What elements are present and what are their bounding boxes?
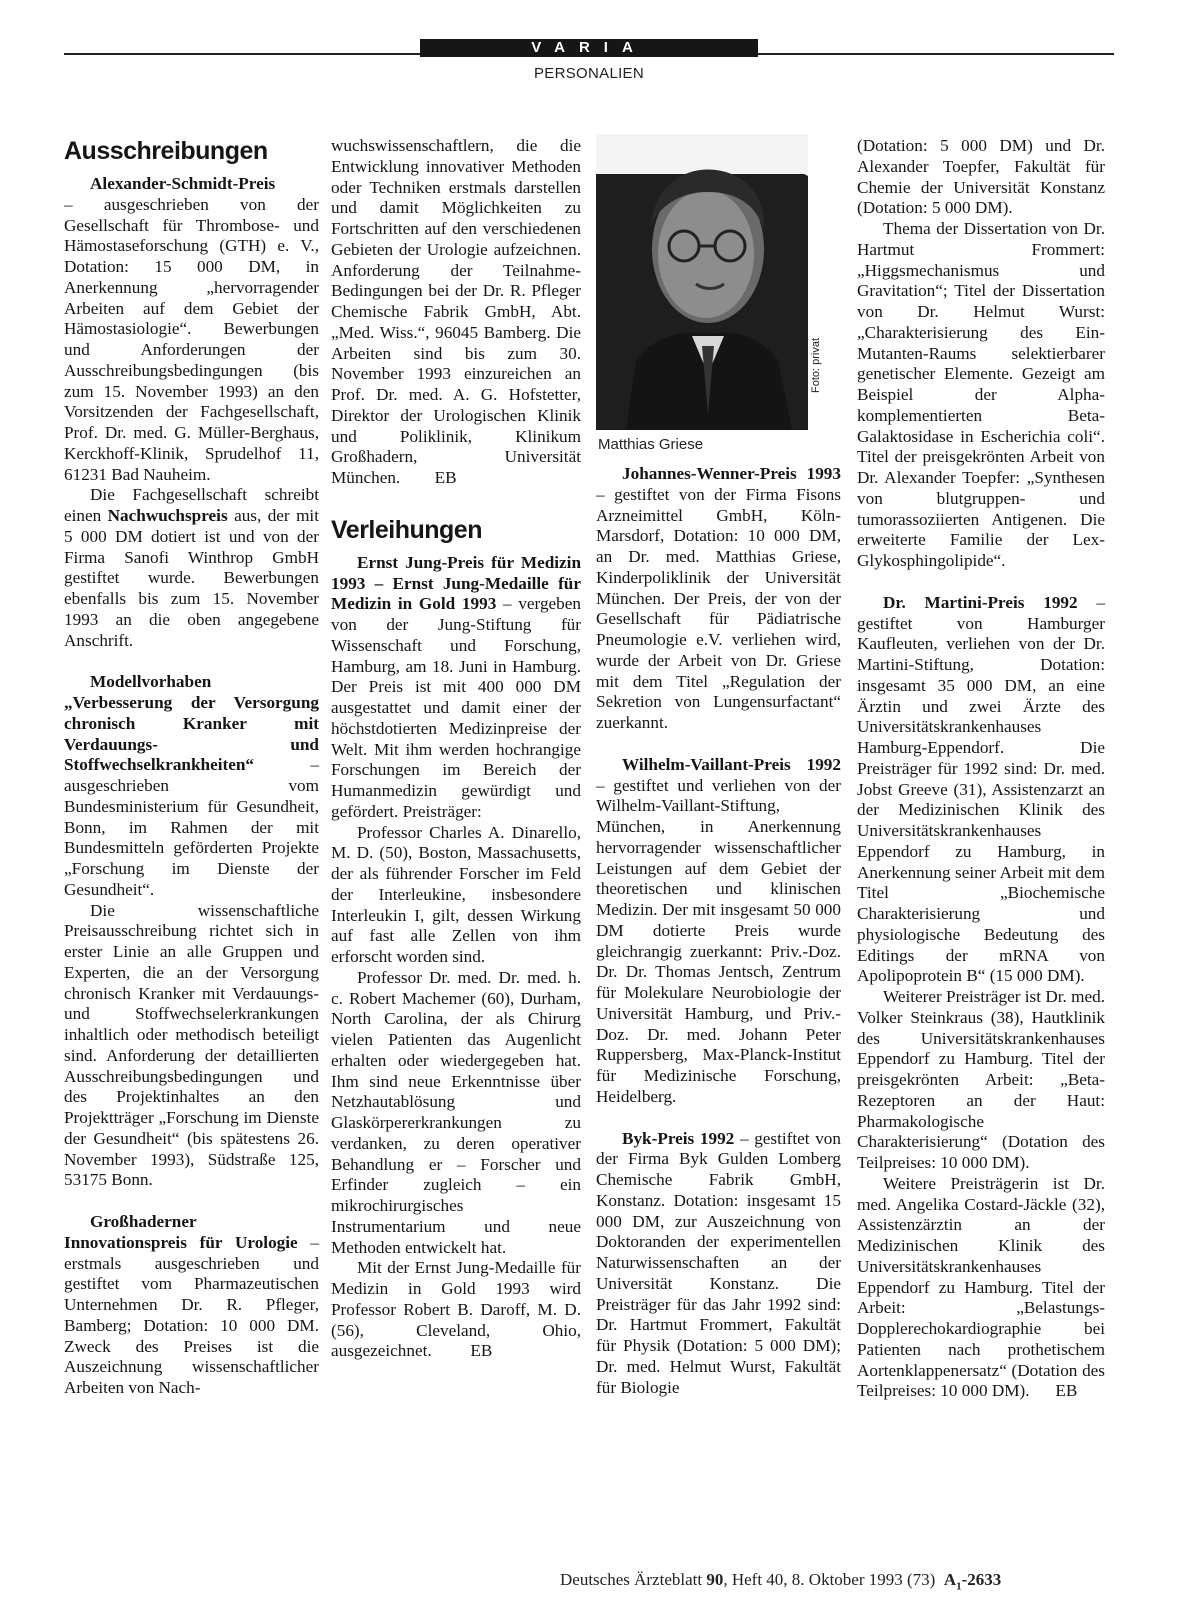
article-title: Ernst Jung-Preis für Medizin 1993 – Ernst Jung-Medaille für Medizin in Gold 1993 [331, 552, 581, 614]
heading-ausschreibungen: Ausschreibungen [64, 137, 268, 165]
article-paragraph: Weiterer Preisträger ist Dr. med. Volker Steinkraus (38), Hautklinik des Universitätskrankenhauses Eppendorf zu Hamburg. Titel der preisgekrönten Arbeit: „Beta-Rezeptoren an der Haut: Pharmakologische Charakterisierung“ (Dotation des Teilpreises: 10 000 DM). [857, 987, 1105, 1172]
column-4 [857, 136, 1105, 1402]
article-schmidt-preis [64, 174, 319, 485]
article-title: Alexander-Schmidt-Preis [90, 174, 276, 193]
article-text: wuchswissenschaftlern, die die Entwicklung innovativer Methoden oder Techniken erstmals darstellen und damit Möglichkeiten zu Fortschritten auf den verschiedenen Gebieten der Urologie aufzeichnen. Anforderung der Teilnahme-Bedingungen bei der Dr. R. Pfleger Chemische Fabrik GmbH, Abt. „Med. Wiss.“, 96045 Bamberg. Die Arbeiten sind bis zum 30. November 1993 einzureichen an Prof. Dr. med. A. G. Hofstetter, Direktor der Urologischen Klinik und Poliklinik, Klinikum Großhadern, Universität München. [331, 136, 581, 487]
page-subscript: 1 [956, 1580, 962, 1593]
article-title: Wilhelm-Vaillant-Preis 1992 [622, 754, 841, 774]
article-body: – gestiftet von der Firma Fisons Arzneimittel GmbH, Köln-Marsdorf, Dotation: 10 000 DM, an Dr. med. Matthias Griese, Kinderpoliklinik der Universität München. Der Preis, der von der Gesellschaft für Pädiatrische Pneumologie e.V. verliehen wird, wurde der Arbeit von Dr. Griese mit dem Titel „Regulation der Sekretion von Lungensurfactant“ zuerkannt. [596, 484, 841, 732]
article-paragraph: Thema der Dissertation von Dr. Hartmut Frommert: „Higgsmechanismus und Gravitation“; Titel der Dissertation von Dr. Helmut Wurst: „Charakterisierung des Ein-Mutanten-Raums selektierbarer genetischer Elemente. Gezeigt am Beispiel der Alpha-komplementierten Beta-Galaktosidase in Escherichia coli“. Titel der preisgekrönten Arbeit von Dr. Alexander Toepfer: „Synthesen von blutgruppen- und tumorassoziierten Antigenen. Die erweiterte Familie der Lex-Glykosphingolipide“. [857, 219, 1105, 570]
column-2 [331, 136, 581, 1362]
header-rule-right [756, 53, 1114, 55]
article-paragraph [857, 1174, 1105, 1402]
article-vaillant-preis [596, 755, 841, 1108]
page-prefix: A [943, 1570, 957, 1589]
article-modellvorhaben-details: Die wissenschaftliche Preisausschreibung richtet sich in erster Linie an alle Gruppen und Experten, die an der Versorgung chronisch Kranker mit Verdauungs- und Stoffwechselerkrankungen inhaltlich oder methodisch beteiligt sind. Anforderung der detaillierten Ausschreibungsbedingungen und des Projektinhaltes an den Projektträger „Forschung im Dienste der Gesundheit“ (bis spätestens 26. November 1993), Südstraße 125, 53175 Bonn. [64, 900, 319, 1190]
article-body: – gestiftet und verliehen von der Wilhelm-Vaillant-Stiftung, München, in Anerkennung hervorragender wissenschaftlicher Leistungen auf dem Gebiet der theoretischen und klinischen Medizin. Der mit insgesamt 50 000 DM dotierte Preis wurde gleichrangig zuerkannt: Priv.-Doz. Dr. Dr. Thomas Jentsch, Zentrum für Molekulare Neurobiologie der Universität Hamburg, und Priv.-Doz. Dr. med. Johann Peter Ruppersberg, Max-Planck-Institut für Medizinische Forschung, Heidelberg. [596, 775, 841, 1106]
article-innovationspreis-cont [331, 136, 581, 489]
article-body: – gestiftet von Hamburger Kaufleuten, verliehen von der Dr. Martini-Stiftung, Dotation: insgesamt 35 000 DM, an eine Ärztin und zwei Ärzte des Universitätskrankenhauses Hamburg-Eppendorf. Die Preisträger für 1992 sind: Dr. med. Jobst Greeve (31), Assistenzarzt an der Medizinischen Klinik des Universitätskrankenhauses Eppendorf zu Hamburg, in Anerkennung seiner Arbeit mit dem Titel „Biochemische Charakterisierung und physiologische Bedeutung des Editings der mRNA von Apolipoprotein B“ (15 000 DM). [857, 592, 1106, 986]
article-modellvorhaben [64, 672, 319, 900]
portrait-image [596, 134, 808, 430]
article-text: Weitere Preisträgerin ist Dr. med. Angelika Costard-Jäckle (32), Assistenzärztin an der Medizinischen Klinik des Universitätskrankenhauses Eppendorf zu Hamburg. Titel der Arbeit: „Belastungs-Dopplerechokardiographie bei Patienten nach prothetischem Aortenklappenersatz“ (Dotation des Teilpreises: 10 000 DM). [857, 1173, 1105, 1401]
author-signature: EB [1055, 1381, 1078, 1401]
page-number [943, 1570, 1002, 1593]
article-text: aus, der mit 5 000 DM dotiert ist und von der Firma Sanofi Winthrop GmbH gestiftet wurde. Bewerbungen ebenfalls bis zum 15. November 1993 an die oben angegebene Anschrift. [64, 506, 319, 650]
article-byk-preis [596, 1129, 841, 1399]
issue-date: , Heft 40, 8. Oktober 1993 (73) [723, 1570, 936, 1589]
article-paragraph: Professor Charles A. Dinarello, M. D. (50), Boston, Massachusetts, der als führender Forscher im Feld der Interleukine, insbesondere Interleukin I, gilt, dessen Wirkung auf fast alle Zellen von ihm erforscht worden sind. [331, 822, 581, 966]
photo-caption: Matthias Griese [598, 436, 704, 453]
article-innovationspreis [64, 1212, 319, 1399]
article-body: – vergeben von der Jung-Stiftung für Wissenschaft und Forschung, Hamburg, am 18. Juni in Hamburg. Der Preis ist mit 400 000 DM ausgestattet und damit einer der höchstdotierten Medizinpreise der Welt. Mit ihm werden hochrangige Forschungen im Bereich der Humanmedizin gewürdigt und gefördert. Preisträger: [331, 594, 581, 821]
header-rule-left [64, 53, 422, 55]
article-paragraph [331, 1258, 581, 1362]
author-signature: EB [470, 1341, 493, 1361]
heading-verleihungen: Verleihungen [331, 515, 482, 544]
subsection-label: PERSONALIEN [534, 65, 644, 82]
article-paragraph: Professor Dr. med. Dr. med. h. c. Robert Machemer (60), Durham, North Carolina, der als Chirurg vielen Patienten das Augenlicht erhalten oder wiedergegeben hat. Ihm sind neue Erkenntnisse über Netzhautablösung und Glaskörpererkrankungen zu verdanken, zu deren operativer Behandlung er – Forscher und Erfinder zugleich – ein mikrochirurgisches Instrumentarium und neue Methoden entwickelt hat. [331, 967, 581, 1257]
article-martini-preis [857, 593, 1105, 987]
article-wenner-preis [596, 464, 841, 734]
journal-name: Deutsches Ärzteblatt [560, 1570, 707, 1589]
page-footer [560, 1570, 1120, 1592]
article-title: Modellvorhaben „Verbesserung der Versorgung chronisch Kranker mit Verdauungs- und Stoffwechselkrankheiten“ [64, 672, 319, 775]
article-emphasis: Nachwuchspreis [107, 506, 228, 525]
photo-credit: Foto: privat [810, 337, 822, 393]
article-text: Die Fachgesellschaft schreibt einen [64, 485, 319, 525]
article-ernst-jung-preis [331, 553, 581, 823]
article-body: – ausgeschrieben vom Bundesministerium für Gesundheit, Bonn, im Rahmen der mit Bundesmitteln geförderten Projekte „Forschung im Dienste der Gesundheit“. [64, 755, 319, 899]
section-label: VARIA [420, 39, 758, 57]
article-title: Großhaderner Innovationspreis für Urologie [64, 1212, 298, 1252]
article-body: – erstmals ausgeschrieben und gestiftet vom Pharmazeutischen Unternehmen Dr. R. Pfleger, Bamberg; Dotation: 10 000 DM. Zweck des Preises ist die Auszeichnung wissenschaftlicher Arbeiten von Nach- [64, 1232, 319, 1397]
article-body: – gestiftet von der Firma Byk Gulden Lomberg Chemische Fabrik GmbH, Konstanz. Dotation: insgesamt 15 000 DM, zur Auszeichnung von Doktoranden der experimentellen Naturwissenschaften an der Universität Konstanz. Die Preisträger für das Jahr 1992 sind: Dr. Hartmut Frommert, Fakultät für Physik (Dotation: 5 000 DM); Dr. med. Helmut Wurst, Fakultät für Biologie [596, 1128, 841, 1397]
author-signature: EB [434, 468, 457, 487]
journal-volume: 90 [706, 1570, 724, 1589]
article-title: Dr. Martini-Preis 1992 [883, 592, 1078, 612]
article-byk-preis-cont: (Dotation: 5 000 DM) und Dr. Alexander Toepfer, Fakultät für Chemie der Universität Konstanz (Dotation: 5 000 DM). [857, 136, 1105, 218]
article-title: Johannes-Wenner-Preis 1993 [622, 464, 841, 483]
page-number-value: -2633 [961, 1570, 1002, 1589]
article-title: Byk-Preis 1992 [622, 1128, 735, 1148]
article-nachwuchspreis [64, 485, 319, 651]
column-3 [596, 464, 841, 1398]
article-text: Mit der Ernst Jung-Medaille für Medizin in Gold 1993 wird Professor Robert B. Daroff, M. D. (56), Cleveland, Ohio, ausgezeichnet. [331, 1258, 581, 1361]
portrait-photo [596, 134, 808, 430]
column-1 [64, 136, 319, 1399]
article-body: – ausgeschrieben von der Gesellschaft für Thrombose- und Hämostaseforschung (GTH) e. V., Dotation: 15 000 DM, in Anerkennung „hervorragender Arbeiten auf dem Gebiet der Hämostasiologie“. Bewerbungen und Anforderungen der Ausschreibungsbedingungen (bis zum 15. November 1993) an den Vorsitzenden der Fachgesellschaft, Prof. Dr. med. G. Müller-Berghaus, Kerckhoff-Klinik, Sprudelhof 11, 61231 Bad Nauheim. [64, 194, 319, 484]
